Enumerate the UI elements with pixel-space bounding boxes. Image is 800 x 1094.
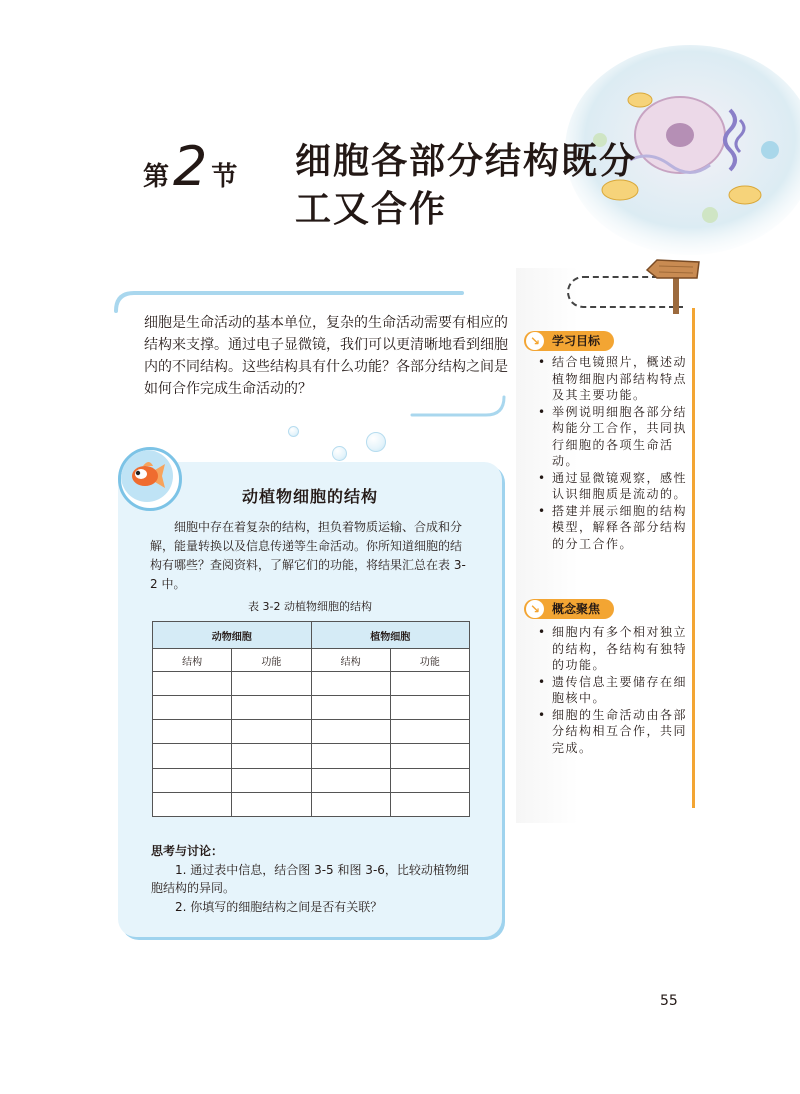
table-cell[interactable]: [311, 768, 390, 792]
table-cell[interactable]: [153, 720, 232, 744]
table-cell[interactable]: [311, 792, 390, 816]
list-item: • 结合电镜照片，概述动植物细胞内部结构特点及其主要功能。: [536, 354, 688, 404]
table-group-plant: 植物细胞: [311, 622, 470, 649]
concept-focus-label: [524, 599, 614, 619]
table-header-structure: 结构: [311, 649, 390, 672]
concept-focus-list: [536, 624, 688, 756]
table-cell[interactable]: [390, 792, 469, 816]
table-row: [153, 792, 470, 816]
table-cell[interactable]: [311, 744, 390, 768]
table-cell[interactable]: [153, 768, 232, 792]
table-row: [153, 768, 470, 792]
signpost-icon: [643, 256, 705, 314]
table-cell[interactable]: [153, 696, 232, 720]
table-cell[interactable]: [232, 696, 311, 720]
list-item: • 举例说明细胞各部分结构能分工合作，共同执行细胞的各项生命活动。: [536, 404, 688, 470]
section-suffix: 节: [211, 162, 238, 192]
list-item: • 通过显微镜观察，感性认识细胞质是流动的。: [536, 470, 688, 503]
table-row: [153, 744, 470, 768]
table-cell[interactable]: [311, 696, 390, 720]
table-header-function: 功能: [232, 649, 311, 672]
bubble-decoration: [332, 446, 347, 461]
table-cell[interactable]: [390, 744, 469, 768]
table-cell[interactable]: [153, 744, 232, 768]
table-row: [153, 672, 470, 696]
section-label: [143, 135, 238, 198]
discussion-title: 思考与讨论：: [151, 844, 224, 858]
table-cell[interactable]: [232, 768, 311, 792]
learning-goals-text: 学习目标: [552, 334, 601, 348]
arrow-icon: ↘: [526, 600, 544, 618]
list-item: • 细胞的生命活动由各部分结构相互合作，共同完成。: [536, 707, 688, 757]
section-number: 2: [173, 135, 208, 198]
concept-focus-text: 概念聚焦: [552, 602, 601, 616]
learning-goals-list: [536, 354, 688, 552]
table-caption: 表 3-2 动植物细胞的结构: [248, 600, 372, 613]
table-cell[interactable]: [311, 720, 390, 744]
section-prefix: 第: [143, 162, 170, 192]
activity-text: 细胞中存在着复杂的结构，担负着物质运输、合成和分解，能量转换以及信息传递等生命活动。你所知道细胞的结构有哪些？查阅资料，了解它们的功能，将结果汇总在表 3-2 中。: [150, 520, 466, 591]
table-row: [153, 720, 470, 744]
discussion-question-1: 1. 通过表中信息，结合图 3-5 和图 3-6，比较动植物细胞结构的异同。: [151, 863, 469, 895]
sidebar-accent-line: [692, 308, 695, 808]
table-cell[interactable]: [390, 768, 469, 792]
table-cell[interactable]: [153, 792, 232, 816]
table-cell[interactable]: [153, 672, 232, 696]
table-cell[interactable]: [232, 792, 311, 816]
list-item: • 细胞内有多个相对独立的结构，各结构有独特的功能。: [536, 624, 688, 674]
page-title: 细胞各部分结构既分工又合作: [295, 141, 638, 231]
arrow-icon: ↘: [526, 332, 544, 350]
bubble-decoration: [288, 426, 299, 437]
list-item: • 遗传信息主要储存在细胞核中。: [536, 674, 688, 707]
discussion-question-2: 2. 你填写的细胞结构之间是否有关联？: [175, 900, 383, 914]
table-group-animal: 动物细胞: [153, 622, 312, 649]
bubble-decoration: [366, 432, 386, 452]
table-cell[interactable]: [390, 720, 469, 744]
table-header-function: 功能: [390, 649, 469, 672]
learning-goals-label: [524, 331, 614, 351]
activity-title: 动植物细胞的结构: [241, 487, 378, 506]
table-cell[interactable]: [390, 696, 469, 720]
cell-structure-table: [152, 621, 470, 817]
table-cell[interactable]: [232, 672, 311, 696]
table-cell[interactable]: [232, 720, 311, 744]
table-row: [153, 696, 470, 720]
table-cell[interactable]: [232, 744, 311, 768]
table-cell[interactable]: [311, 672, 390, 696]
intro-paragraph: 细胞是生命活动的基本单位，复杂的生命活动需要有相应的结构来支撑。通过电子显微镜，我们可以更清晰地看到细胞内的不同结构。这些结构具有什么功能？各部分结构之间是如何合作完成生命活动的？: [144, 315, 508, 397]
list-item: • 搭建并展示细胞的结构模型，解释各部分结构的分工合作。: [536, 503, 688, 553]
page-number: 55: [660, 993, 678, 1009]
table-cell[interactable]: [390, 672, 469, 696]
table-header-structure: 结构: [153, 649, 232, 672]
